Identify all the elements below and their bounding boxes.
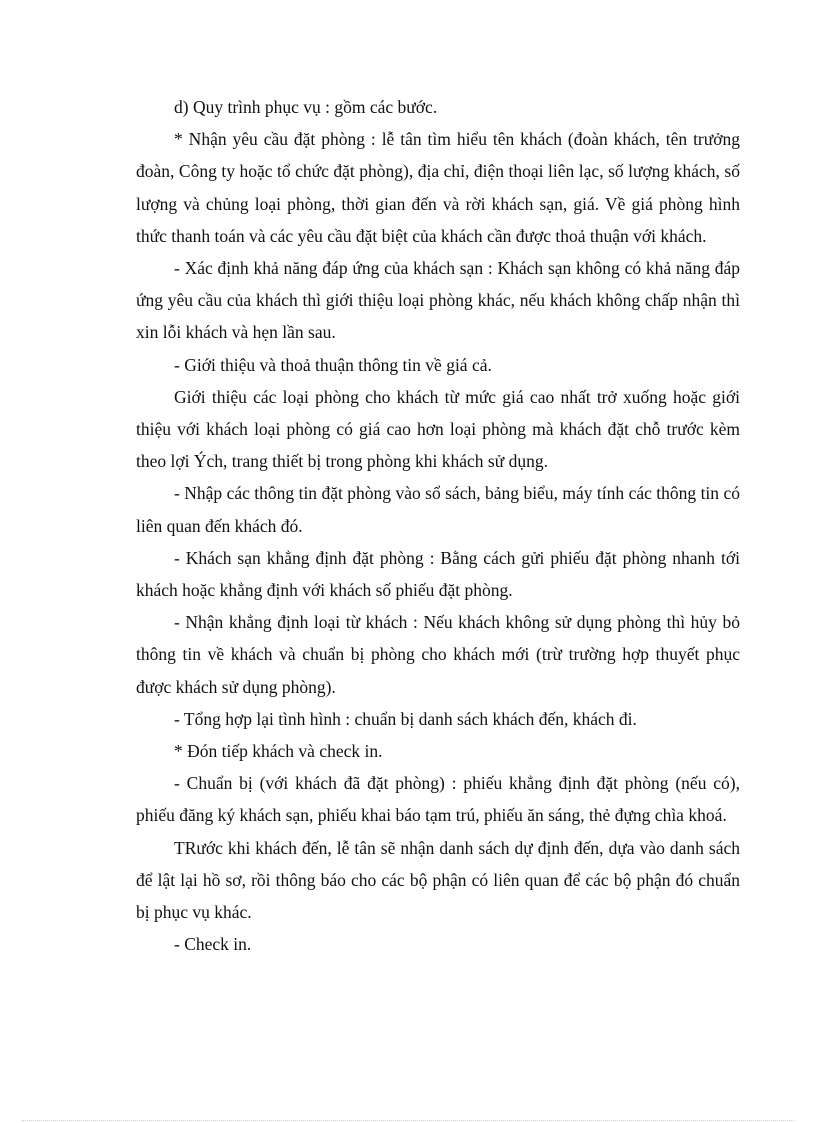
page-bottom-divider bbox=[22, 1120, 794, 1121]
paragraph-preparation: - Chuẩn bị (với khách đã đặt phòng) : phiếu khẳng định đặt phòng (nếu có), phiếu đăng ký khách sạn, phiếu khai báo tạm trú, phiếu ăn sáng, thẻ đựng chìa khoá. bbox=[136, 773, 740, 826]
paragraph-room-types: Giới thiệu các loại phòng cho khách từ mức giá cao nhất trở xuống hoặc giới thiệu với khách loại phòng có giá cao hơn loại phòng mà khách đặt chỗ trước kèm theo lợi Ých, trang thiết bị trong phòng khi khách sử dụng. bbox=[136, 386, 740, 472]
paragraph-price-intro: - Giới thiệu và thoả thuận thông tin về giá cả. bbox=[174, 354, 492, 375]
paragraph-section-heading: d) Quy trình phục vụ : gồm các bước. bbox=[174, 97, 438, 117]
paragraph-welcome-checkin: * Đón tiếp khách và check in. bbox=[174, 741, 383, 762]
paragraph-check-in: - Check in. bbox=[174, 934, 252, 955]
paragraph-capacity-check: - Xác định khả năng đáp ứng của khách sạn : Khách sạn không có khả năng đáp ứng yêu cầu của khách thì giới thiệu loại phòng khác, nếu khách không chấp nhận thì xin lỗi khách và hẹn lần sau. bbox=[136, 258, 740, 343]
document-body bbox=[136, 91, 740, 960]
paragraph-summary: - Tổng hợp lại tình hình : chuẩn bị danh sách khách đến, khách đi. bbox=[174, 708, 637, 729]
paragraph-confirm-booking: - Khách sạn khẳng định đặt phòng : Bằng cách gửi phiếu đặt phòng nhanh tới khách hoặc khẳng định với khách số phiếu đặt phòng. bbox=[136, 547, 740, 601]
paragraph-enter-info: - Nhập các thông tin đặt phòng vào sổ sách, bảng biểu, máy tính các thông tin có liên quan đến khách đó. bbox=[136, 483, 740, 536]
paragraph-booking-request: * Nhận yêu cầu đặt phòng : lễ tân tìm hiểu tên khách (đoàn khách, tên trưởng đoàn, Công ty hoặc tổ chức đặt phòng), địa chỉ, điện thoại liên lạc, số lượng khách, số lượng và chủng loại phòng, thời gian đến và rời khách sạn, giá. Về giá phòng hình thức thanh toán và các yêu cầu đặt biệt của khách cần được thoả thuận với khách. bbox=[136, 129, 740, 246]
paragraph-before-arrival: TRước khi khách đến, lễ tân sẽ nhận danh sách dự định đến, dựa vào danh sách để lật lại hồ sơ, rồi thông báo cho các bộ phận có liên quan để các bộ phận đó chuẩn bị phục vụ khác. bbox=[136, 837, 740, 923]
paragraph-receive-confirmation: - Nhận khẳng định loại từ khách : Nếu khách không sử dụng phòng thì hủy bỏ thông tin về khách và chuẩn bị phòng cho khách mới (trừ trường hợp thuyết phục được khách sử dụng phòng). bbox=[136, 612, 740, 697]
